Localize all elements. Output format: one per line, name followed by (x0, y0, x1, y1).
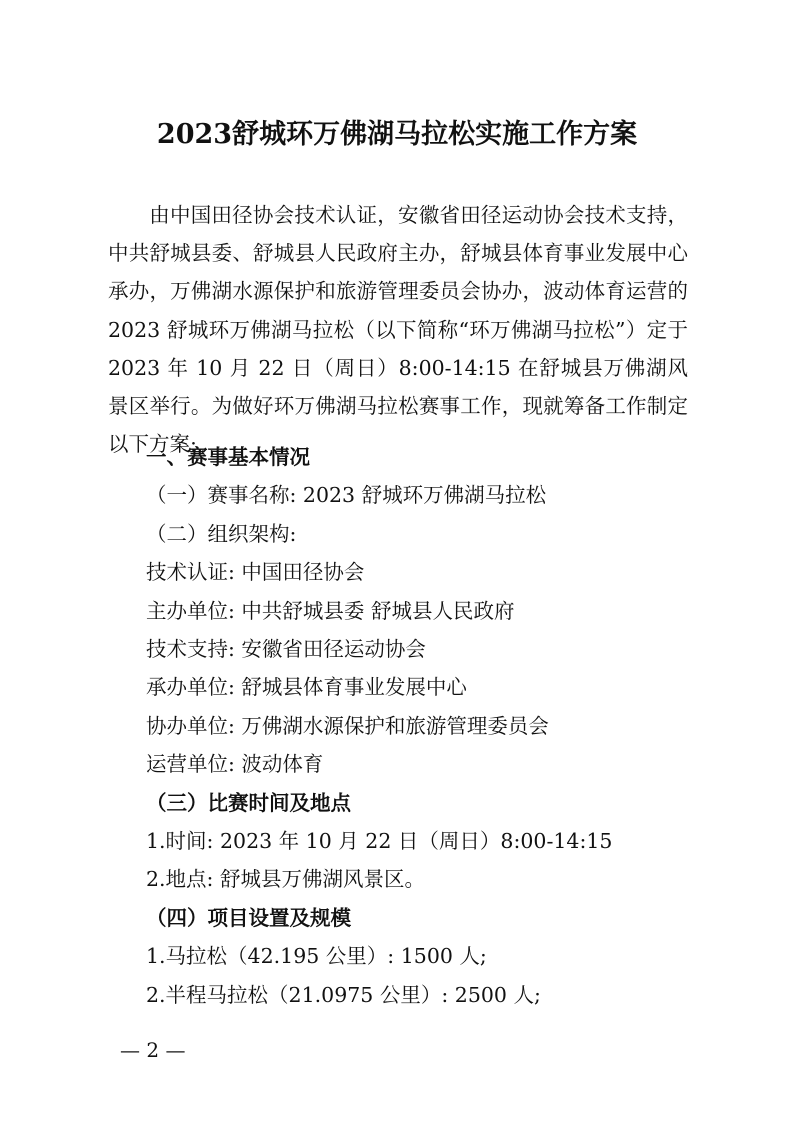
subsection-events-scale: （四）项目设置及规模 (146, 906, 351, 930)
event-time: 1.时间: 2023 年 10 月 22 日（周日）8:00-14:15 (146, 829, 613, 853)
event-marathon: 1.马拉松（42.195 公里）: 1500 人; (146, 944, 487, 968)
org-tech-support: 技术支持: 安徽省田径运动协会 (146, 637, 426, 661)
org-organizer: 承办单位: 舒城县体育事业发展中心 (146, 675, 467, 699)
event-place: 2.地点: 舒城县万佛湖风景区。 (146, 867, 425, 891)
subsection-time-place: （三）比赛时间及地点 (146, 791, 351, 815)
intro-paragraph (108, 196, 688, 463)
event-half-marathon: 2.半程马拉松（21.0975 公里）: 2500 人; (146, 983, 541, 1007)
page-number: — 2 — (120, 1038, 186, 1062)
org-co-organizer: 协办单位: 万佛湖水源保护和旅游管理委员会 (146, 714, 549, 738)
org-host: 主办单位: 中共舒城县委 舒城县人民政府 (146, 599, 515, 623)
subsection-organization: （二）组织架构: (146, 522, 297, 546)
org-operator: 运营单位: 波动体育 (146, 752, 324, 776)
intro-text: 由中国田径协会技术认证，安徽省田径运动协会技术支持，中共舒城县委、舒城县人民政府主办，舒城县体育事业发展中心承办，万佛湖水源保护和旅游管理委员会协办，波动体育运营的2023 舒城环万佛湖马拉松（以下简称“环万佛湖马拉松”）定于 2023 年 10 月 22 日（周日）8:00-14:15 在舒城县万佛湖风景区举行。为做好环万佛湖马拉松赛事工作，现就筹备工作制定以下方案: (108, 203, 688, 457)
subsection-event-name: （一）赛事名称: 2023 舒城环万佛湖马拉松 (146, 483, 547, 507)
section-heading-basic-info: 一、赛事基本情况 (146, 445, 310, 469)
document-title: 2023舒城环万佛湖马拉松实施工作方案 (156, 119, 638, 150)
org-tech-certification: 技术认证: 中国田径协会 (146, 560, 365, 584)
